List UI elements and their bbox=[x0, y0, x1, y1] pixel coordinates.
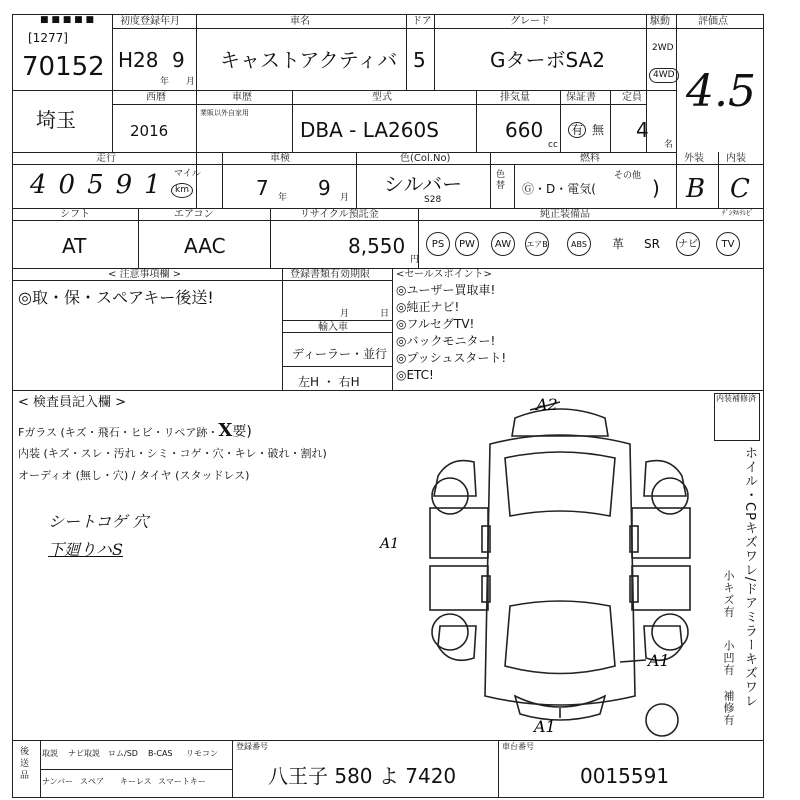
chassis-label: 車台番号 bbox=[502, 742, 534, 751]
capacity-unit: 名 bbox=[664, 140, 674, 150]
divider bbox=[718, 152, 719, 208]
year-month: 9 bbox=[172, 48, 185, 72]
exterior-label: 外装 bbox=[684, 153, 704, 164]
accessory-item: リモコン bbox=[186, 749, 218, 758]
mileage-unit-mile: マイル bbox=[174, 169, 201, 179]
divider bbox=[498, 740, 499, 798]
equipment-3: エアB bbox=[525, 232, 549, 256]
caution-label: < 注意事項欄 > bbox=[108, 269, 182, 280]
year-ad-label: 西暦 bbox=[146, 92, 166, 103]
inspection-unit-year: 年 bbox=[278, 193, 288, 203]
divider bbox=[392, 268, 393, 390]
accessory-item: 取説 bbox=[42, 749, 58, 758]
divider bbox=[196, 152, 197, 208]
cc-unit: cc bbox=[548, 140, 558, 150]
divider bbox=[12, 280, 392, 281]
accessory-item: スマートキー bbox=[158, 777, 206, 786]
car-name-label: 車名 bbox=[290, 16, 310, 27]
hand-note-2: 下廻りハS bbox=[48, 540, 123, 559]
divider bbox=[356, 152, 357, 208]
car-name: キャストアクティバ bbox=[220, 48, 398, 72]
mileage: 40591 bbox=[30, 170, 173, 200]
mileage-label: 走行 bbox=[96, 153, 116, 164]
accessory-item: ナビ取説 bbox=[68, 749, 100, 758]
divider bbox=[112, 14, 113, 90]
accessory-item: キーレス bbox=[120, 777, 152, 786]
equipment-0: PS bbox=[426, 232, 450, 256]
registration-month: 月 bbox=[340, 309, 350, 319]
divider bbox=[112, 90, 113, 152]
divider bbox=[514, 164, 515, 208]
drive-2wd: 2WD bbox=[652, 43, 674, 53]
accessory-item: B-CAS bbox=[148, 749, 173, 758]
divider bbox=[138, 208, 139, 268]
accessories-label: 後送品 bbox=[20, 747, 30, 781]
inspector-title: < 検査員記入欄 > bbox=[18, 395, 127, 410]
hand-note-1: シートコゲ 穴 bbox=[48, 512, 149, 531]
equipment-5: 革 bbox=[611, 237, 624, 251]
shift: AT bbox=[62, 234, 87, 258]
accessory-item: スペア bbox=[80, 777, 104, 786]
plate-label: 登録番号 bbox=[236, 742, 268, 751]
glass-line-text: Fガラス (キズ・飛石・ヒビ・リペア跡・ bbox=[18, 426, 219, 439]
divider bbox=[12, 208, 764, 209]
grade: GターボSA2 bbox=[490, 48, 605, 72]
interior: C bbox=[730, 174, 750, 204]
aircon-label: エアコン bbox=[174, 209, 214, 220]
divider bbox=[560, 90, 561, 152]
interior-label: 内装 bbox=[726, 153, 746, 164]
lot-number: 70152 bbox=[22, 52, 105, 82]
equipment-label: 純正装備品 bbox=[540, 209, 590, 220]
year-ad: 2016 bbox=[130, 122, 169, 140]
plate: 八王子 580 よ 7420 bbox=[268, 764, 457, 788]
import-label: 輸入車 bbox=[318, 322, 348, 333]
auction-tag: ■ ■ ■ ■ ■ bbox=[40, 15, 94, 25]
grade-label: グレード bbox=[510, 16, 550, 27]
sales-point: ◎ユーザー買取車! bbox=[396, 283, 496, 297]
divider bbox=[476, 90, 477, 152]
divider bbox=[434, 14, 435, 90]
inspection-label: 車検 bbox=[270, 153, 290, 164]
fuel-other: その他 bbox=[614, 171, 642, 181]
divider bbox=[12, 740, 764, 741]
glass-line bbox=[18, 422, 252, 440]
accessory-item: ロム/SD bbox=[108, 749, 138, 758]
divider bbox=[40, 769, 232, 770]
exterior: B bbox=[686, 174, 706, 204]
color-label: 色(Col.No) bbox=[400, 153, 451, 164]
divider bbox=[282, 268, 283, 390]
fuel-label: 燃料 bbox=[580, 153, 600, 164]
equipment-2: AW bbox=[491, 232, 515, 256]
model: DBA - LA260S bbox=[300, 118, 439, 142]
top-stamp: 内装補修済 bbox=[714, 393, 760, 441]
divider bbox=[282, 320, 392, 321]
glass-required: 要) bbox=[232, 424, 252, 440]
divider bbox=[292, 90, 293, 152]
doors-label: ドア bbox=[412, 16, 432, 27]
sales-point: ◎純正ナビ! bbox=[396, 300, 460, 314]
sales-point: ◎フルセグTV! bbox=[396, 317, 475, 331]
sales-label: <セールスポイント> bbox=[396, 269, 492, 280]
year-era: H28 bbox=[118, 48, 159, 72]
drive-label: 駆動 bbox=[650, 16, 670, 27]
recycle: 8,550 bbox=[348, 234, 406, 258]
audio-line: オーディオ (無し・穴) / タイヤ (スタッドレス) bbox=[18, 469, 250, 482]
inspection-year: 7 bbox=[256, 176, 269, 200]
equipment-4: ABS bbox=[567, 232, 591, 256]
score-label: 評価点 bbox=[698, 16, 728, 27]
divider bbox=[270, 208, 271, 268]
divider bbox=[12, 390, 764, 391]
color-change-label: 色替 bbox=[496, 170, 506, 191]
history-label: 車歴 bbox=[232, 92, 252, 103]
year-label: 初度登録年月 bbox=[120, 16, 180, 27]
equipment-8: TV bbox=[716, 232, 740, 256]
model-label: 型式 bbox=[372, 92, 392, 103]
sales-point: ◎プッシュスタート! bbox=[396, 351, 507, 365]
caution-text: ◎取・保・スペアキー後送! bbox=[18, 288, 214, 307]
chassis: 0015591 bbox=[580, 764, 670, 788]
fuel-close: ) bbox=[652, 176, 660, 200]
score: 4.5 bbox=[686, 66, 756, 117]
displacement: 660 bbox=[505, 118, 544, 142]
warranty-no: 無 bbox=[592, 123, 605, 137]
warranty-label: 保証書 bbox=[566, 92, 596, 103]
equipment-6: SR bbox=[644, 237, 660, 251]
sales-point: ◎バックモニター! bbox=[396, 334, 496, 348]
region: 埼玉 bbox=[36, 108, 76, 132]
displacement-label: 排気量 bbox=[500, 92, 530, 103]
capacity: 4 bbox=[636, 118, 649, 142]
divider bbox=[490, 152, 491, 208]
divider bbox=[112, 104, 646, 105]
divider bbox=[406, 14, 407, 90]
equipment-1: PW bbox=[455, 232, 479, 256]
registration-label: 登録書類有効期限 bbox=[290, 269, 370, 280]
shift-label: シフト bbox=[60, 209, 90, 220]
import-value: ディーラー・並行 bbox=[292, 347, 388, 361]
year-unit-year: 年 bbox=[160, 77, 170, 87]
divider bbox=[12, 164, 764, 165]
lot-small: [1277] bbox=[28, 31, 68, 45]
divider bbox=[610, 90, 611, 152]
interior-line: 内装 (キズ・スレ・汚れ・シミ・コゲ・穴・キレ・破れ・割れ) bbox=[18, 447, 327, 460]
divider bbox=[112, 28, 764, 29]
right-tag: ﾃﾞｼﾀﾙﾃﾚﾋﾞ bbox=[722, 209, 754, 217]
registration-day: 日 bbox=[380, 309, 390, 319]
year-unit-month: 月 bbox=[186, 77, 196, 87]
divider bbox=[282, 366, 392, 367]
diagram-mark-front: A2 bbox=[536, 395, 558, 414]
vertical-legend: ホイル・CPキズワレ/ドアミラーキズワレ bbox=[742, 446, 757, 709]
divider bbox=[196, 14, 197, 90]
capacity-label: 定員 bbox=[622, 92, 642, 103]
doors: 5 bbox=[413, 48, 426, 72]
diagram-mark-rear-right: A1 bbox=[648, 651, 670, 670]
small-legend-2: 小凹有 bbox=[722, 640, 735, 676]
glass-x-mark: X bbox=[218, 420, 233, 441]
aircon: AAC bbox=[184, 234, 226, 258]
diagram-mark-left: A1 bbox=[380, 536, 400, 552]
small-legend-3: 補修有 bbox=[722, 690, 735, 726]
inspection-unit-month: 月 bbox=[340, 193, 350, 203]
drive-4wd: 4WD bbox=[649, 68, 679, 83]
small-legend-1: 小キズ有 bbox=[722, 570, 735, 618]
divider bbox=[676, 14, 677, 152]
divider bbox=[676, 152, 677, 208]
divider bbox=[196, 90, 197, 152]
color-code: S28 bbox=[424, 195, 442, 205]
sales-point: ◎ETC! bbox=[396, 368, 434, 382]
warranty-yes: 有 bbox=[568, 122, 586, 138]
equipment-7: ナビ bbox=[676, 232, 700, 256]
history: 業販以外自家用 bbox=[200, 109, 249, 117]
yen: 円 bbox=[410, 255, 420, 265]
car-damage-diagram bbox=[380, 395, 710, 740]
divider bbox=[12, 220, 764, 221]
divider bbox=[222, 152, 223, 208]
mileage-unit-km: km bbox=[171, 183, 193, 198]
diagram-mark-rear: A1 bbox=[534, 717, 556, 736]
handle-value: 左H ・ 右H bbox=[298, 375, 360, 389]
fuel-options: Ⓖ・D・電気( bbox=[522, 182, 596, 196]
accessory-item: ナンバー bbox=[42, 777, 74, 786]
divider bbox=[232, 740, 233, 798]
recycle-label: リサイクル預託金 bbox=[300, 209, 379, 220]
color: シルバー bbox=[384, 172, 463, 196]
inspection-month: 9 bbox=[318, 176, 331, 200]
